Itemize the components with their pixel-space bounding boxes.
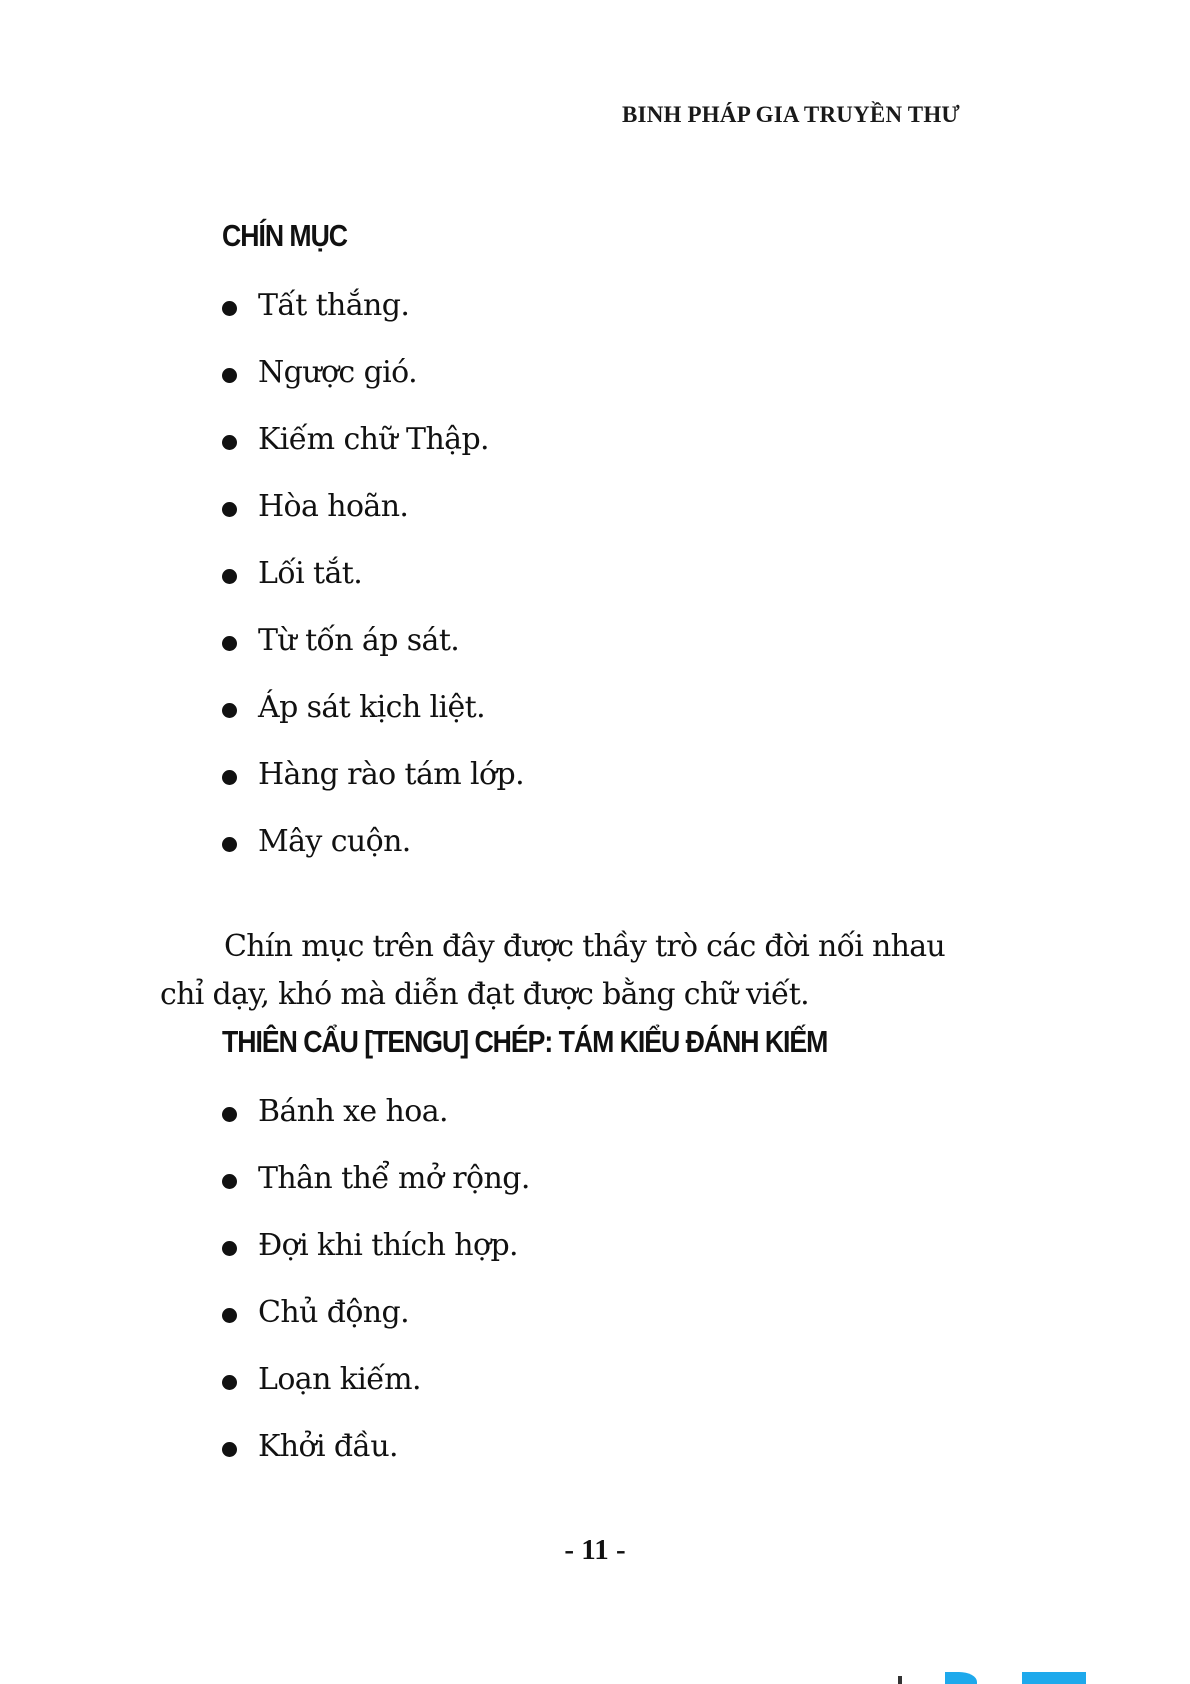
- bullet-icon: [222, 703, 237, 718]
- bullet-icon: [222, 435, 237, 450]
- list-item-text: Lối tắt.: [258, 556, 363, 591]
- bullet-icon: [222, 301, 237, 316]
- bullet-icon: [222, 368, 237, 383]
- list-item: [222, 420, 524, 487]
- body-paragraph: Chín mục trên đây được thầy trò các đời nối nhau chỉ dạy, khó mà diễn đạt được bằng chữ viết.: [160, 929, 946, 1012]
- list-item: [222, 487, 524, 554]
- list-item: [222, 353, 524, 420]
- list-item: [222, 286, 524, 353]
- list-item: [222, 1092, 530, 1159]
- list-item: [222, 755, 524, 822]
- bullet-icon: [222, 1174, 237, 1189]
- list-item: [222, 1226, 530, 1293]
- list-item-text: Loạn kiếm.: [258, 1362, 421, 1397]
- bullet-icon: [222, 636, 237, 651]
- bullet-icon: [222, 1308, 237, 1323]
- list-item: [222, 688, 524, 755]
- list-item: [222, 1293, 530, 1360]
- list-item: [222, 554, 524, 621]
- list-item-text: Đợi khi thích hợp.: [258, 1228, 518, 1263]
- bullet-list-tengu: [222, 1092, 530, 1494]
- bullet-list-chin-muc: [222, 286, 524, 889]
- page-number: - 11 -: [564, 1534, 626, 1566]
- list-item: [222, 1427, 530, 1494]
- bullet-icon: [222, 1442, 237, 1457]
- scan-edge-artifact: [1022, 1672, 1086, 1684]
- list-item: [222, 822, 524, 889]
- bullet-icon: [222, 502, 237, 517]
- list-item: [222, 621, 524, 688]
- bullet-icon: [222, 1375, 237, 1390]
- list-item-text: Bánh xe hoa.: [258, 1094, 448, 1129]
- scan-edge-artifact: [945, 1672, 977, 1684]
- scan-edge-mark: [898, 1676, 902, 1684]
- list-item-text: Ngược gió.: [258, 355, 418, 390]
- section-heading-chin-muc: CHÍN MỤC: [222, 218, 348, 253]
- list-item-text: Hàng rào tám lớp.: [258, 757, 525, 792]
- list-item: [222, 1159, 530, 1226]
- list-item: [222, 1360, 530, 1427]
- list-item-text: Hòa hoãn.: [258, 489, 409, 524]
- list-item-text: Mây cuộn.: [258, 824, 411, 859]
- list-item-text: Áp sát kịch liệt.: [258, 690, 486, 725]
- bullet-icon: [222, 1241, 237, 1256]
- list-item-text: Từ tốn áp sát.: [258, 623, 460, 658]
- list-item-text: Chủ động.: [258, 1295, 410, 1330]
- list-item-text: Khởi đầu.: [258, 1429, 398, 1464]
- running-header: BINH PHÁP GIA TRUYỀN THƯ: [622, 102, 960, 127]
- list-item-text: Tất thắng.: [258, 288, 410, 323]
- list-item-text: Kiếm chữ Thập.: [258, 422, 489, 457]
- bullet-icon: [222, 770, 237, 785]
- section-heading-tengu: THIÊN CẨU [TENGU] CHÉP: TÁM KIỂU ĐÁNH KIẾM: [222, 1024, 828, 1059]
- bullet-icon: [222, 1107, 237, 1122]
- bullet-icon: [222, 569, 237, 584]
- bullet-icon: [222, 837, 237, 852]
- list-item-text: Thân thể mở rộng.: [258, 1161, 530, 1196]
